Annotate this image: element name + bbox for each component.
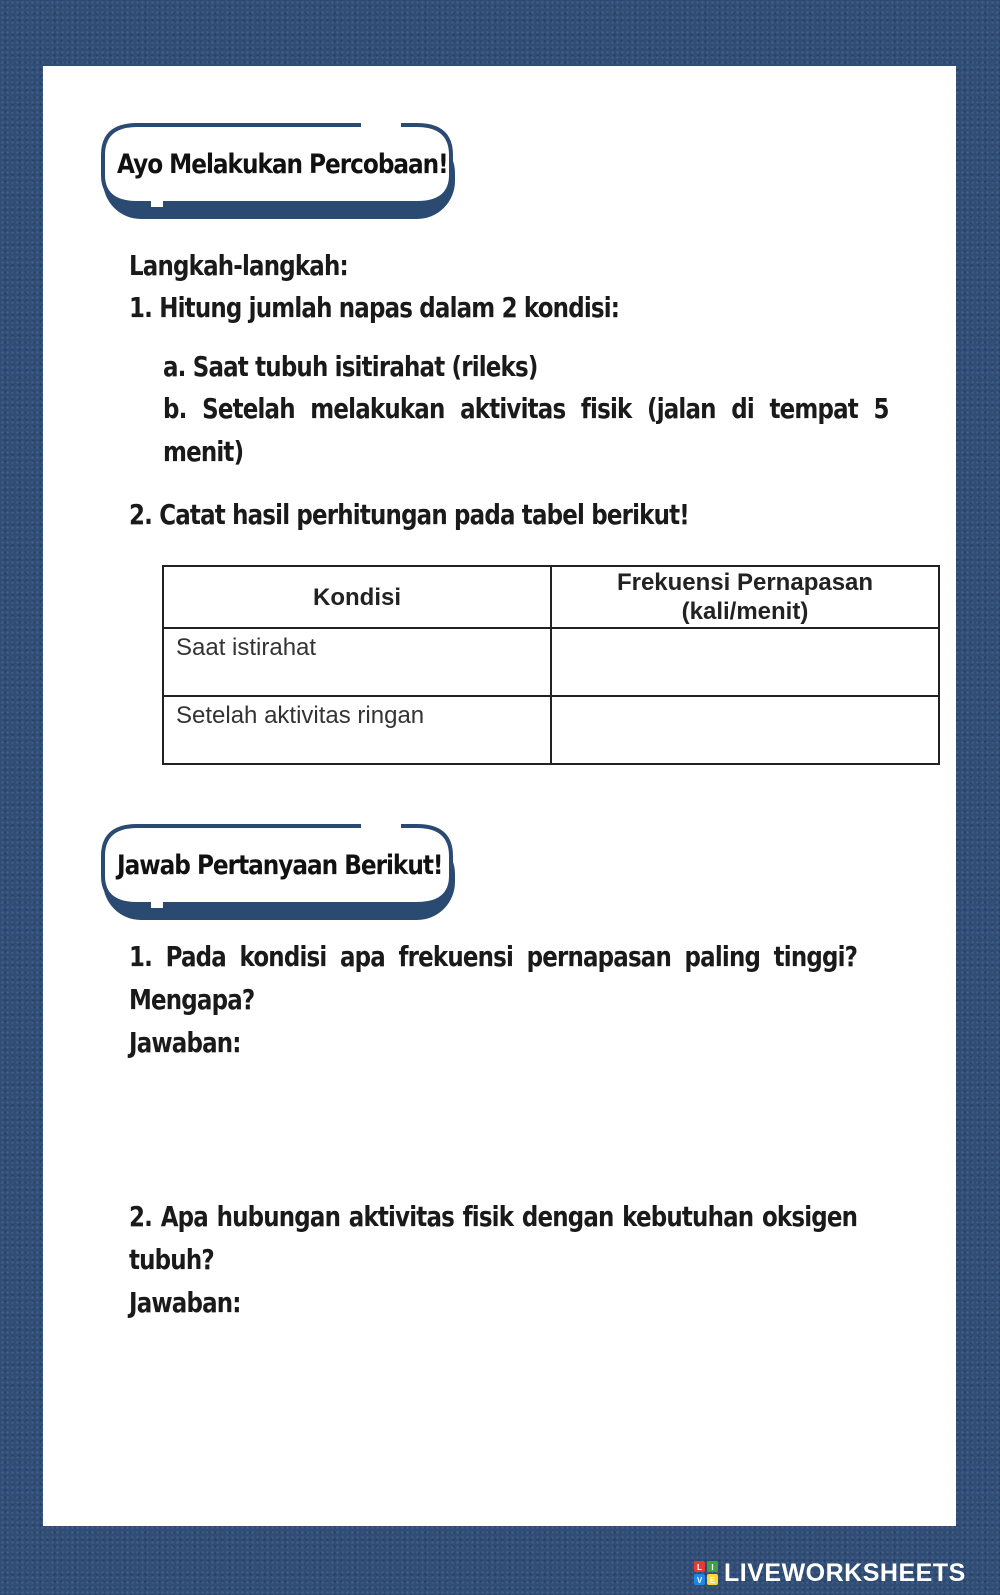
answer-2-label: Jawaban: (129, 1286, 241, 1319)
step-2: 2. Catat hasil perhitungan pada tabel berikut! (129, 498, 689, 531)
step-1: 1. Hitung jumlah napas dalam 2 kondisi: (129, 291, 620, 324)
header-frekuensi (551, 566, 939, 628)
results-table (162, 565, 940, 765)
header-frekuensi-line2: (kali/menit) (681, 598, 809, 625)
question-1-line2: Mengapa? (129, 983, 255, 1016)
badge-title: Jawab Pertanyaan Berikut! (117, 850, 443, 881)
header-frekuensi-line1: Frekuensi Pernapasan (616, 569, 874, 596)
step-1a: a. Saat tubuh isitirahat (rileks) (163, 350, 538, 383)
row-kondisi-istirahat: Saat istirahat (163, 628, 551, 696)
header-kondisi: Kondisi (163, 566, 551, 628)
answer-1-label: Jawaban: (129, 1026, 241, 1059)
logo-letter: I (711, 1563, 714, 1572)
row-frekuensi-cell[interactable] (551, 696, 939, 764)
table-header-row (163, 566, 939, 628)
section-badge-pertanyaan (99, 824, 461, 922)
table-row (163, 696, 939, 764)
step-1b-line1: b. Setelah melakukan aktivitas fisik (jalan di tempat 5 (163, 392, 889, 425)
steps-heading: Langkah-langkah: (129, 249, 348, 282)
row-frekuensi-cell[interactable] (551, 628, 939, 696)
badge-title: Ayo Melakukan Percobaan! (117, 149, 448, 180)
question-2-line1: 2. Apa hubungan aktivitas fisik dengan kebutuhan oksigen (129, 1200, 858, 1233)
question-2-line2: tubuh? (129, 1243, 214, 1276)
logo-letter: L (697, 1563, 702, 1572)
section-badge-percobaan (99, 123, 461, 221)
answer-1-area[interactable] (129, 1071, 869, 1181)
table-row (163, 628, 939, 696)
brand-name: LIVEWORKSHEETS (724, 1558, 966, 1587)
worksheet-page (43, 66, 956, 1526)
liveworksheets-icon (694, 1561, 718, 1585)
question-1-line1: 1. Pada kondisi apa frekuensi pernapasan paling tinggi? (129, 940, 858, 973)
step-1b-line2: menit) (163, 435, 244, 468)
logo-letter: V (696, 1576, 703, 1585)
liveworksheets-logo (694, 1560, 966, 1586)
row-kondisi-aktivitas: Setelah aktivitas ringan (163, 696, 551, 764)
answer-2-area[interactable] (129, 1331, 869, 1471)
logo-letter: E (709, 1576, 716, 1585)
